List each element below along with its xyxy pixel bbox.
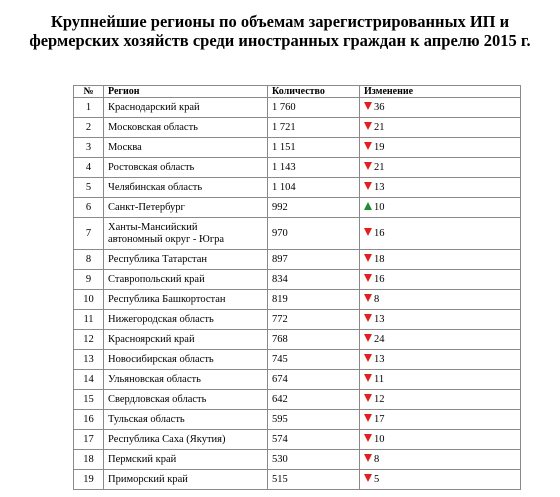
change-value: 10 — [374, 434, 385, 445]
triangle-down-icon — [364, 142, 372, 150]
region-count: 1 151 — [268, 138, 360, 158]
region-count: 834 — [268, 270, 360, 290]
region-count: 574 — [268, 430, 360, 450]
region-change — [360, 330, 521, 350]
region-count: 1 721 — [268, 118, 360, 138]
table-row — [74, 330, 521, 350]
page-title: Крупнейшие регионы по объемам зарегистрированных ИП и фермерских хозяйств среди иностранных граждан к апрелю 2015 г. — [29, 12, 531, 50]
region-change — [360, 350, 521, 370]
region-count: 819 — [268, 290, 360, 310]
table-row — [74, 198, 521, 218]
row-number: 15 — [74, 390, 104, 410]
triangle-down-icon — [364, 228, 372, 236]
triangle-down-icon — [364, 254, 372, 262]
table-row — [74, 178, 521, 198]
region-name: Республика Саха (Якутия) — [104, 430, 268, 450]
change-value: 17 — [374, 414, 385, 425]
region-change — [360, 470, 521, 490]
change-value: 13 — [374, 314, 385, 325]
triangle-down-icon — [364, 394, 372, 402]
change-value: 16 — [374, 227, 385, 239]
change-value: 10 — [374, 202, 385, 213]
region-change — [360, 98, 521, 118]
region-name: Приморский край — [104, 470, 268, 490]
region-name: Пермский край — [104, 450, 268, 470]
region-change — [360, 178, 521, 198]
region-change — [360, 250, 521, 270]
table-row — [74, 270, 521, 290]
region-count: 768 — [268, 330, 360, 350]
region-name: Ставропольский край — [104, 270, 268, 290]
table-row — [74, 310, 521, 330]
region-count: 530 — [268, 450, 360, 470]
table-row — [74, 218, 521, 250]
regions-table — [73, 85, 521, 490]
change-value: 21 — [374, 162, 385, 173]
region-name: Тульская область — [104, 410, 268, 430]
row-number: 9 — [74, 270, 104, 290]
triangle-down-icon — [364, 122, 372, 130]
row-number: 16 — [74, 410, 104, 430]
region-change — [360, 310, 521, 330]
region-name: Краснодарский край — [104, 98, 268, 118]
region-name: Республика Башкортостан — [104, 290, 268, 310]
header-num: № — [74, 86, 104, 98]
triangle-down-icon — [364, 294, 372, 302]
region-count: 515 — [268, 470, 360, 490]
row-number: 19 — [74, 470, 104, 490]
change-value: 24 — [374, 334, 385, 345]
table-row — [74, 98, 521, 118]
change-value: 36 — [374, 102, 385, 113]
region-change — [360, 118, 521, 138]
triangle-down-icon — [364, 414, 372, 422]
change-value: 21 — [374, 122, 385, 133]
row-number: 1 — [74, 98, 104, 118]
triangle-down-icon — [364, 182, 372, 190]
region-change — [360, 290, 521, 310]
row-number: 4 — [74, 158, 104, 178]
table-body — [74, 98, 521, 490]
table-row — [74, 158, 521, 178]
change-value: 16 — [374, 274, 385, 285]
triangle-down-icon — [364, 454, 372, 462]
header-count: Количество — [268, 86, 360, 98]
row-number: 11 — [74, 310, 104, 330]
region-change — [360, 390, 521, 410]
region-change — [360, 198, 521, 218]
region-name: Новосибирская область — [104, 350, 268, 370]
row-number: 6 — [74, 198, 104, 218]
region-count: 1 104 — [268, 178, 360, 198]
region-count: 642 — [268, 390, 360, 410]
row-number: 2 — [74, 118, 104, 138]
row-number: 18 — [74, 450, 104, 470]
region-name: Ростовская область — [104, 158, 268, 178]
triangle-down-icon — [364, 274, 372, 282]
table-row — [74, 370, 521, 390]
change-value: 18 — [374, 254, 385, 265]
row-number: 13 — [74, 350, 104, 370]
row-number: 7 — [74, 218, 104, 250]
region-count: 595 — [268, 410, 360, 430]
region-change — [360, 158, 521, 178]
triangle-down-icon — [364, 162, 372, 170]
change-value: 5 — [374, 474, 380, 485]
table-row — [74, 390, 521, 410]
region-count: 745 — [268, 350, 360, 370]
region-count: 897 — [268, 250, 360, 270]
triangle-down-icon — [364, 474, 372, 482]
row-number: 3 — [74, 138, 104, 158]
change-value: 19 — [374, 142, 385, 153]
row-number: 10 — [74, 290, 104, 310]
table-row — [74, 350, 521, 370]
table-row — [74, 138, 521, 158]
region-change — [360, 370, 521, 390]
header-change: Изменение — [360, 86, 521, 98]
region-name: Санкт-Петербург — [104, 198, 268, 218]
region-change — [360, 270, 521, 290]
region-name: Москва — [104, 138, 268, 158]
change-value: 12 — [374, 394, 385, 405]
region-name: Красноярский край — [104, 330, 268, 350]
change-value: 8 — [374, 454, 380, 465]
table-header-row — [74, 86, 521, 98]
triangle-down-icon — [364, 314, 372, 322]
change-value: 13 — [374, 182, 385, 193]
row-number: 12 — [74, 330, 104, 350]
triangle-down-icon — [364, 354, 372, 362]
row-number: 8 — [74, 250, 104, 270]
triangle-down-icon — [364, 334, 372, 342]
triangle-down-icon — [364, 434, 372, 442]
table-row — [74, 450, 521, 470]
region-change — [360, 218, 521, 250]
region-count: 772 — [268, 310, 360, 330]
region-name: Республика Татарстан — [104, 250, 268, 270]
region-name: Ханты-Мансийский автономный округ - Югра — [104, 218, 268, 250]
triangle-down-icon — [364, 374, 372, 382]
table-row — [74, 470, 521, 490]
table-row — [74, 410, 521, 430]
region-count: 970 — [268, 218, 360, 250]
region-change — [360, 450, 521, 470]
region-name: Челябинская область — [104, 178, 268, 198]
change-value: 8 — [374, 294, 380, 305]
region-change — [360, 430, 521, 450]
region-name: Московская область — [104, 118, 268, 138]
change-value: 13 — [374, 354, 385, 365]
triangle-up-icon — [364, 202, 372, 210]
change-value: 11 — [374, 374, 385, 385]
row-number: 5 — [74, 178, 104, 198]
table-row — [74, 290, 521, 310]
region-change — [360, 410, 521, 430]
region-count: 1 760 — [268, 98, 360, 118]
region-count: 992 — [268, 198, 360, 218]
table-row — [74, 430, 521, 450]
row-number: 17 — [74, 430, 104, 450]
row-number: 14 — [74, 370, 104, 390]
region-change — [360, 138, 521, 158]
region-name: Свердловская область — [104, 390, 268, 410]
table-row — [74, 250, 521, 270]
region-name: Нижегородская область — [104, 310, 268, 330]
header-region: Регион — [104, 86, 268, 98]
region-count: 674 — [268, 370, 360, 390]
region-name: Ульяновская область — [104, 370, 268, 390]
region-count: 1 143 — [268, 158, 360, 178]
triangle-down-icon — [364, 102, 372, 110]
table-row — [74, 118, 521, 138]
